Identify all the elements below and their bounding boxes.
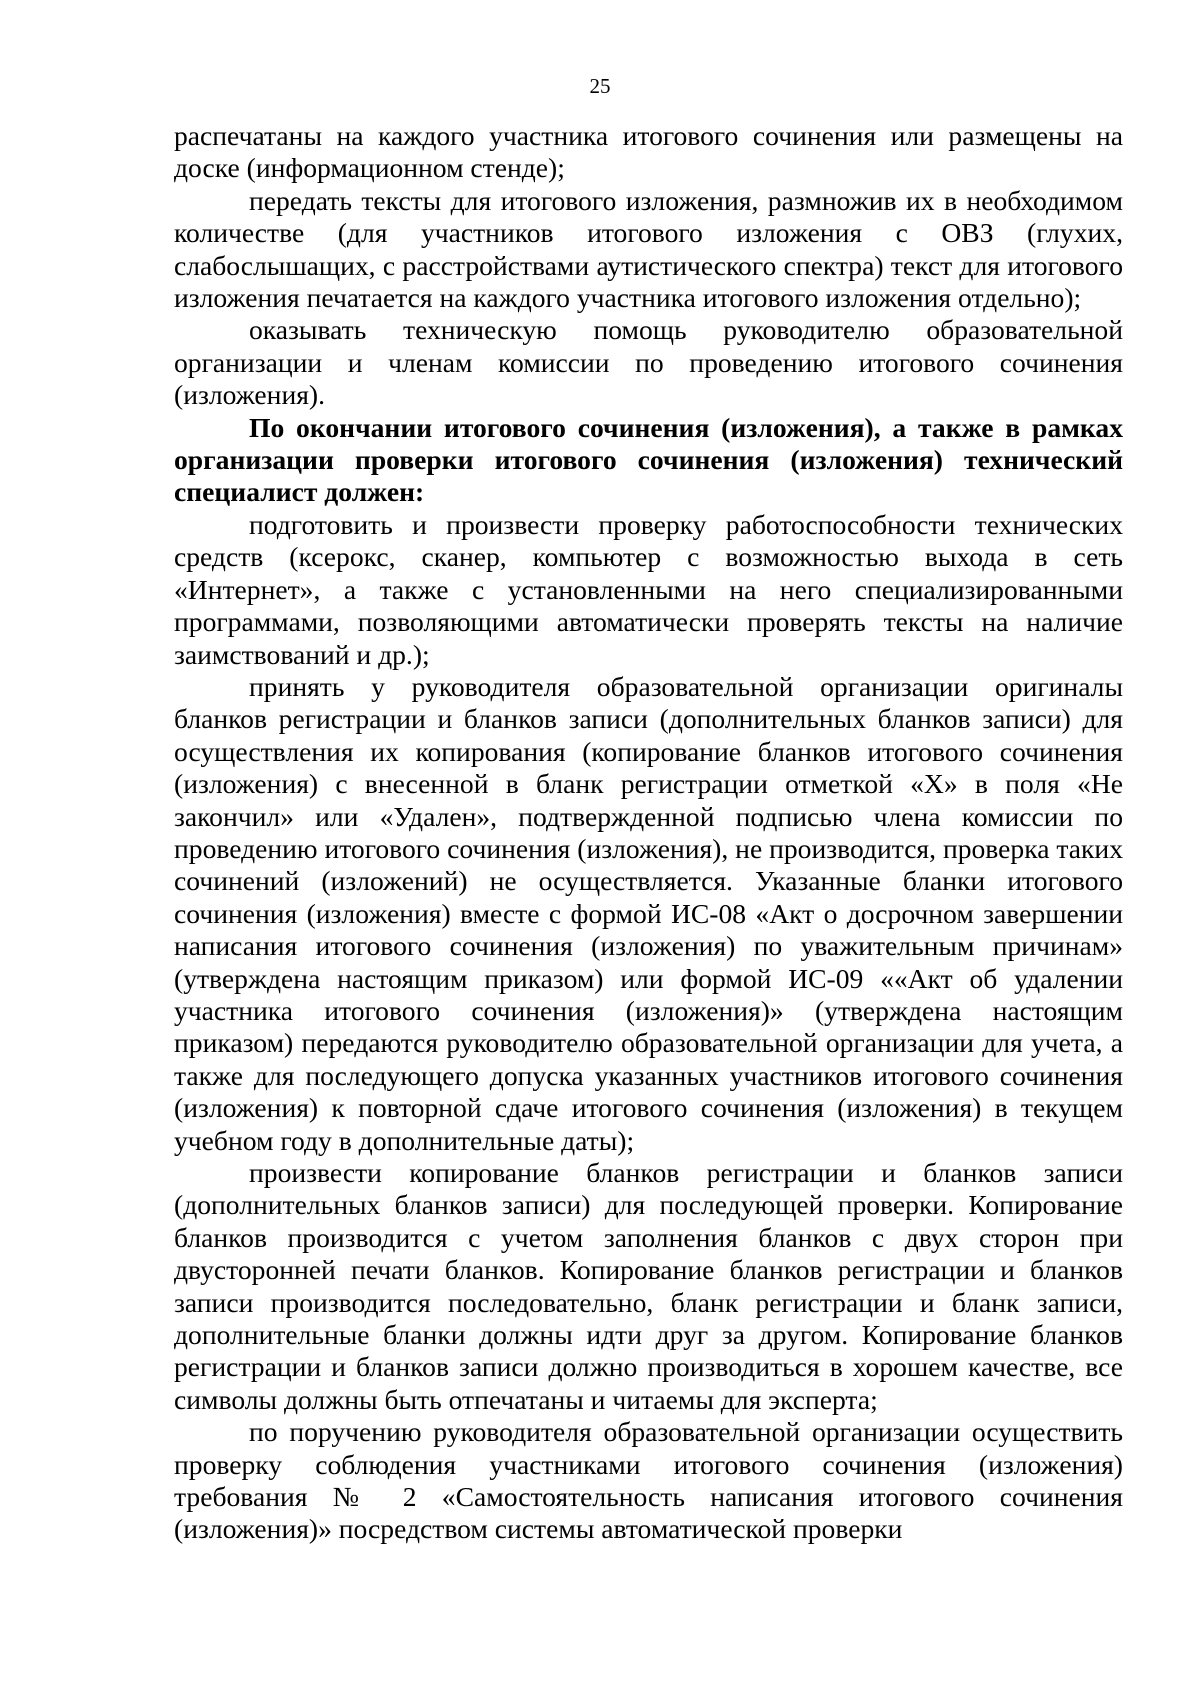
paragraph-copy-forms: произвести копирование бланков регистрации и бланков записи (дополнительных бланков записи) для последующей проверки. Копирование бланков производится с учетом заполнения бланков с двух сторон при двусторонней печати бланков. Копирование бланков регистрации и бланков записи производится последовательно, бланк регистрации и бланк записи, дополнительные бланки должны идти друг за другом. Копирование бланков регистрации и бланков записи должно производиться в хорошем качестве, все символы должны быть отпечатаны и читаемы для эксперта; xyxy=(174,1157,1123,1415)
paragraph-technical-help: оказывать техническую помощь руководителю образовательной организации и членам комиссии по проведению итогового сочинения (изложения). xyxy=(174,314,1123,411)
section-heading: По окончании итогового сочинения (изложения), а также в рамках организации проверки итогового сочинения (изложения) технический специалист должен: xyxy=(174,411,1123,508)
document-body xyxy=(174,120,1123,1546)
page-number: 25 xyxy=(589,74,611,98)
paragraph-continued: распечатаны на каждого участника итогового сочинения или размещены на доске (информационном стенде); xyxy=(174,120,1123,184)
paragraph-prepare-equipment: подготовить и произвести проверку работоспособности технических средств (ксерокс, сканер, компьютер с возможностью выхода в сеть «Интернет», а также с установленными на него специализированными программами, позволяющими автоматически проверять тексты на наличие заимствований и др.); xyxy=(174,508,1123,670)
paragraph-accept-originals: принять у руководителя образовательной организации оригиналы бланков регистрации и бланков записи (дополнительных бланков записи) для осуществления их копирования (копирование бланков итогового сочинения (изложения) с внесенной в бланк регистрации отметкой «X» в поля «Не закончил» или «Удален», подтвержденной подписью члена комиссии по проведению итогового сочинения (изложения), не производится, проверка таких сочинений (изложений) не осуществляется. Указанные бланки итогового сочинения (изложения) вместе с формой ИС-08 «Акт о досрочном завершении написания итогового сочинения (изложения) по уважительным причинам» (утверждена настоящим приказом) или формой ИС-09 ««Акт об удалении участника итогового сочинения (изложения)» (утверждена настоящим приказом) передаются руководителю образовательной организации для учета, а также для последующего допуска указанных участников итогового сочинения (изложения) к повторной сдаче итогового сочинения (изложения) в текущем учебном году в дополнительные даты); xyxy=(174,670,1123,1156)
paragraph-check-requirement: по поручению руководителя образовательной организации осуществить проверку соблюдения участниками итогового сочинения (изложения) требования № 2 «Самостоятельность написания итогового сочинения (изложения)» посредством системы автоматической проверки xyxy=(174,1416,1123,1545)
paragraph-transfer-texts: передать тексты для итогового изложения, размножив их в необходимом количестве (для участников итогового изложения с ОВЗ (глухих, слабослышащих, с расстройствами аутистического спектра) текст для итогового изложения печатается на каждого участника итогового изложения отдельно); xyxy=(174,184,1123,314)
